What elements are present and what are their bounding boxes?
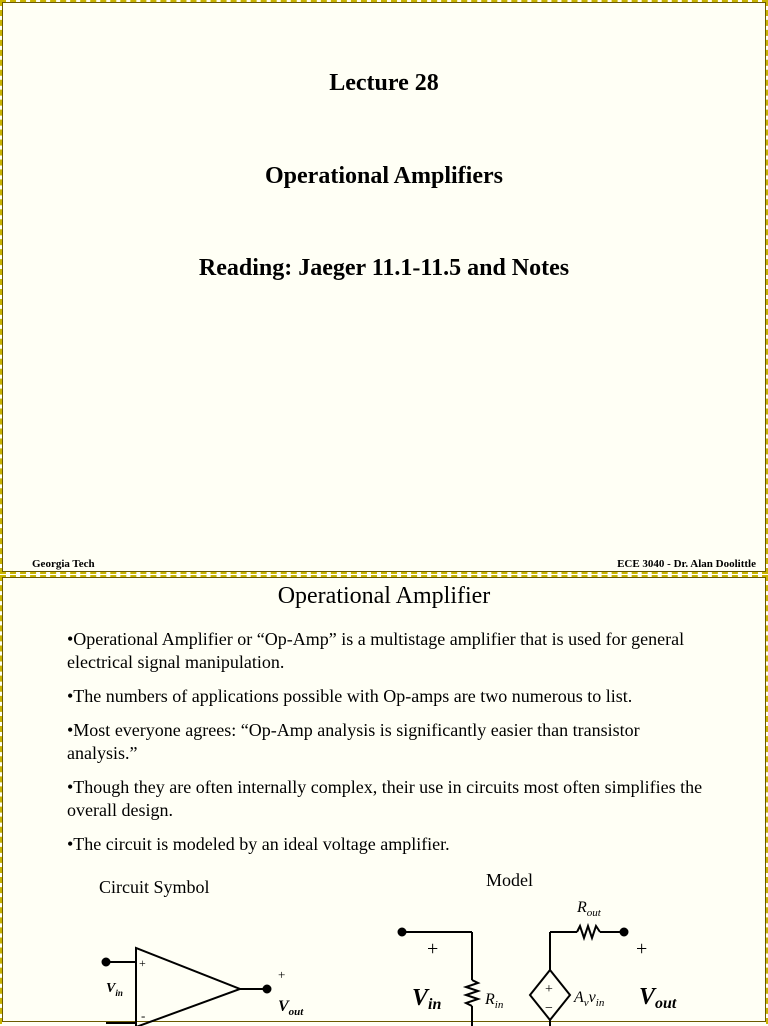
op-amp-symbol xyxy=(103,948,271,1026)
symbol-vout-label: $V_{out}$ xyxy=(278,998,304,1018)
bullet-item: •The circuit is modeled by an ideal voltage amplifier. xyxy=(67,834,450,854)
reading-assignment: Reading: Jaeger 11.1-11.5 and Notes xyxy=(198,255,570,281)
model-vout-label: Vout xyxy=(639,984,677,1012)
lecture-subtitle: Operational Amplifiers xyxy=(265,163,503,189)
model-label: Model xyxy=(486,870,533,890)
symbol-vin-label: $V_{in}$ xyxy=(106,981,123,998)
output-terminal xyxy=(264,986,271,993)
symbol-plus-input: + xyxy=(139,956,146,970)
rout-label: $R_{out}$ xyxy=(577,899,601,919)
slide-title: Operational Amplifier xyxy=(277,583,491,609)
model-plus-left: + xyxy=(427,938,439,960)
symbol-minus-input: - xyxy=(141,1008,146,1023)
circuit-symbol-label: Circuit Symbol xyxy=(99,877,210,897)
gain-label: $A_vv_{in}$ xyxy=(574,989,605,1009)
rin-label: $R_{in}$ xyxy=(485,991,504,1011)
input-terminal-plus xyxy=(103,959,110,966)
circuit-diagrams xyxy=(2,577,768,1026)
bullet-item: •The numbers of applications possible with Op-amps are two numerous to list. xyxy=(67,686,633,706)
footer-course: ECE 3040 - Dr. Alan Doolittle xyxy=(617,558,756,570)
op-amp-triangle xyxy=(136,948,240,1026)
model-plus-right: + xyxy=(636,938,648,960)
symbol-output-plus: + xyxy=(278,967,286,982)
rout-resistor xyxy=(577,926,600,938)
bullet-item: •Most everyone agrees: “Op-Amp analysis is significantly easier than transistor analysis.” xyxy=(67,720,640,763)
source-minus: − xyxy=(545,1001,553,1016)
bullet-item: •Though they are often internally complex, their use in circuits most often simplifies the overall design. xyxy=(67,777,703,820)
lecture-title: Lecture 28 xyxy=(329,70,439,96)
model-vin-label: Vin xyxy=(412,985,442,1013)
source-plus: + xyxy=(545,982,553,997)
bullet-item: •Operational Amplifier or “Op-Amp” is a multistage amplifier that is used for general electrical signal manipulation. xyxy=(67,629,685,672)
footer-institution: Georgia Tech xyxy=(32,558,95,570)
rin-resistor xyxy=(466,980,478,1006)
op-amp-slide xyxy=(0,575,768,1024)
model-output-terminal xyxy=(621,929,628,936)
